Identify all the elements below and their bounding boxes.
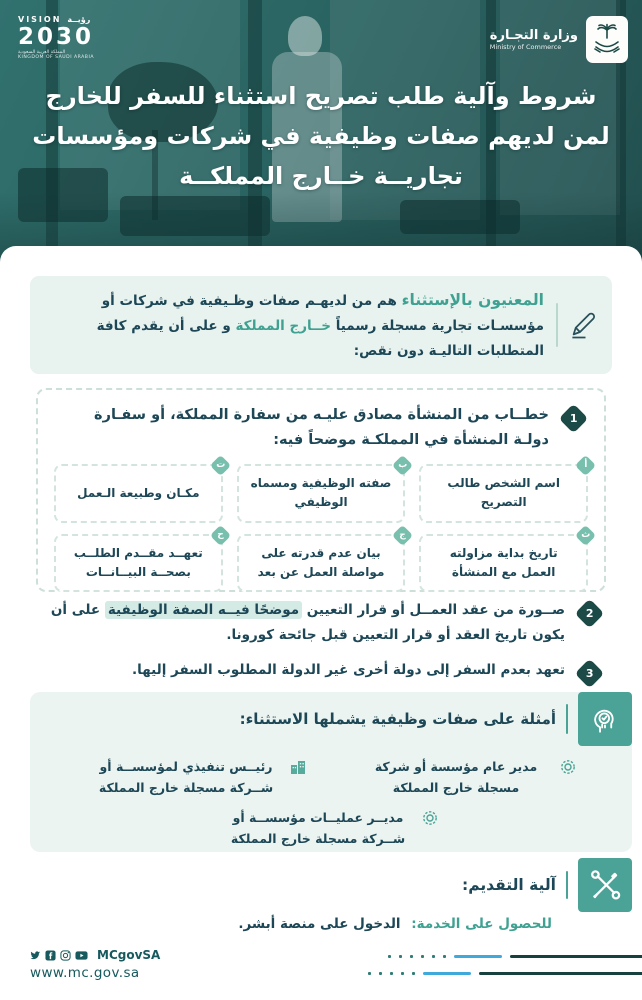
letter-item-b: ب صفته الوظيفية ومسماه الوظيفي [237, 464, 406, 522]
letter-th-diamond: ث [575, 525, 596, 546]
exemption-definition-box [30, 276, 612, 374]
title-line-1: شروط وآلية طلب تصريح استثناء للسفر للخارج [45, 82, 597, 110]
requirement-3-text: تعهد بعدم السفر إلى دولة أخرى غير الدولة المطلوب السفر إليها. [132, 662, 565, 678]
youtube-icon[interactable] [75, 950, 88, 961]
definition-accent: خــارج المملكة [235, 318, 332, 335]
example-item-operations-manager: مديــر عمليــات مؤسســة أو شــركة مسجلة خارج المملكة [223, 807, 439, 850]
letter-b-diamond: ب [392, 455, 413, 476]
requirement-1-box [36, 388, 606, 592]
blue-accent-line [423, 972, 471, 975]
letter-item-th: ث تاريخ بداية مزاولته العمل مع المنشأة [419, 534, 588, 592]
blue-accent-line [454, 955, 502, 958]
vision-sub-ar: المملكة العربية السعودية [18, 50, 66, 56]
number-1-diamond: 1 [559, 404, 589, 434]
footer-social-block [30, 948, 160, 981]
gear-badge-icon [559, 758, 577, 776]
website-link[interactable]: www.mc.gov.sa [30, 965, 140, 981]
letter-item-j: ج بيان عدم قدرته على مواصلة العمل عن بعد [237, 534, 406, 592]
divider [566, 871, 568, 899]
application-section [30, 858, 632, 932]
definition-body-1: هم من لديهـم صفات وظـيفية في شركات أو مؤسسـات تجارية مسجلة رسمياً [101, 292, 544, 335]
requirement-3 [36, 658, 604, 684]
person-silhouette [288, 16, 322, 56]
vision-sub-en: KINGDOM OF SAUDI ARABIA [18, 55, 94, 61]
application-title: آلية التقديم: [462, 876, 556, 894]
example-item-ceo: رئيــس تنفيذي لمؤسســة أو شــركة مسجلة خارج المملكة [64, 756, 334, 799]
vision-year: 2030 [18, 23, 95, 50]
letter-h-diamond: ح [210, 525, 231, 546]
footer-decoration [388, 954, 642, 988]
letter-t-diamond: ت [210, 455, 231, 476]
dark-accent-line [510, 955, 642, 958]
ministry-of-commerce-logo [490, 16, 628, 63]
title-line-2: لمن لديهم صفات وظيفية في شركات ومؤسسات [32, 122, 610, 150]
number-3-diamond: 3 [575, 659, 605, 689]
example-item-general-manager: مدير عام مؤسسة أو شركة مسجلة خارج المملكة [334, 756, 604, 799]
header-banner [0, 0, 642, 262]
page-title [0, 76, 642, 196]
definition-body-2: و على أن يقدم كافة المتطلبات التاليـة دون نقص: [96, 318, 544, 360]
exemption-definition-text [44, 286, 544, 365]
requirement-2 [36, 598, 604, 648]
gear-badge-icon [421, 809, 439, 827]
divider [556, 303, 558, 347]
ministry-name-ar: وزارة التجـارة [489, 28, 578, 43]
application-label: للحصول على الخدمة: [411, 916, 552, 932]
divider [566, 704, 568, 734]
title-line-3: تجاريــة خــارج المملكــة [179, 162, 463, 190]
facebook-icon[interactable] [45, 950, 56, 961]
vision-word: VISION [18, 15, 62, 24]
definition-lead: المعنيون بالإستثناء [401, 290, 544, 309]
instagram-icon[interactable] [60, 950, 71, 961]
building-icon [289, 758, 307, 776]
head-check-icon [578, 692, 632, 746]
dark-accent-line [479, 972, 642, 975]
letter-a-diamond: أ [575, 455, 596, 476]
twitter-icon[interactable] [30, 950, 41, 961]
tools-icon [578, 858, 632, 912]
number-2-diamond: 2 [575, 599, 605, 629]
requirement-1-text: خطــاب من المنشأة مصادق عليـه من سفارة المملكة، أو سفـارة دولـة المنشأة في المملكـة موضحاً فيه: [94, 407, 549, 448]
pencil-icon [568, 310, 598, 340]
ministry-name-en: Ministry of Commerce [489, 43, 562, 51]
application-value: الدخول على منصة أبشر. [238, 916, 401, 932]
vision-2030-logo [18, 16, 94, 60]
vision-word-ar: رؤيــة [67, 15, 91, 24]
social-handle[interactable]: MCgovSA [97, 948, 161, 962]
letter-j-diamond: ج [392, 525, 413, 546]
letter-items-grid [54, 460, 591, 592]
examples-title: أمثلة على صفات وظيفية يشملها الاستثناء: [239, 710, 556, 728]
saudi-emblem-icon [586, 16, 628, 63]
examples-box [30, 692, 632, 852]
requirement-2-highlight: موضحًا فيــه الصفة الوظيفية [105, 601, 302, 619]
content-panel [0, 246, 642, 1000]
requirement-2-text-after: على أن يكون تاريخ العقد أو قرار التعيين قبل جائحة كورونا. [50, 602, 565, 643]
letter-item-a: أ اسم الشخص طالب التصريح [419, 464, 588, 522]
letter-item-t: ت مكـان وطبيعة الـعمل [54, 464, 223, 522]
letter-item-h: ح تعهــد مقــدم الطلــب بصحــة البيــانــات [54, 534, 223, 592]
requirement-2-text-before: صــورة من عقد العمــل أو قرار التعيين [302, 602, 565, 618]
